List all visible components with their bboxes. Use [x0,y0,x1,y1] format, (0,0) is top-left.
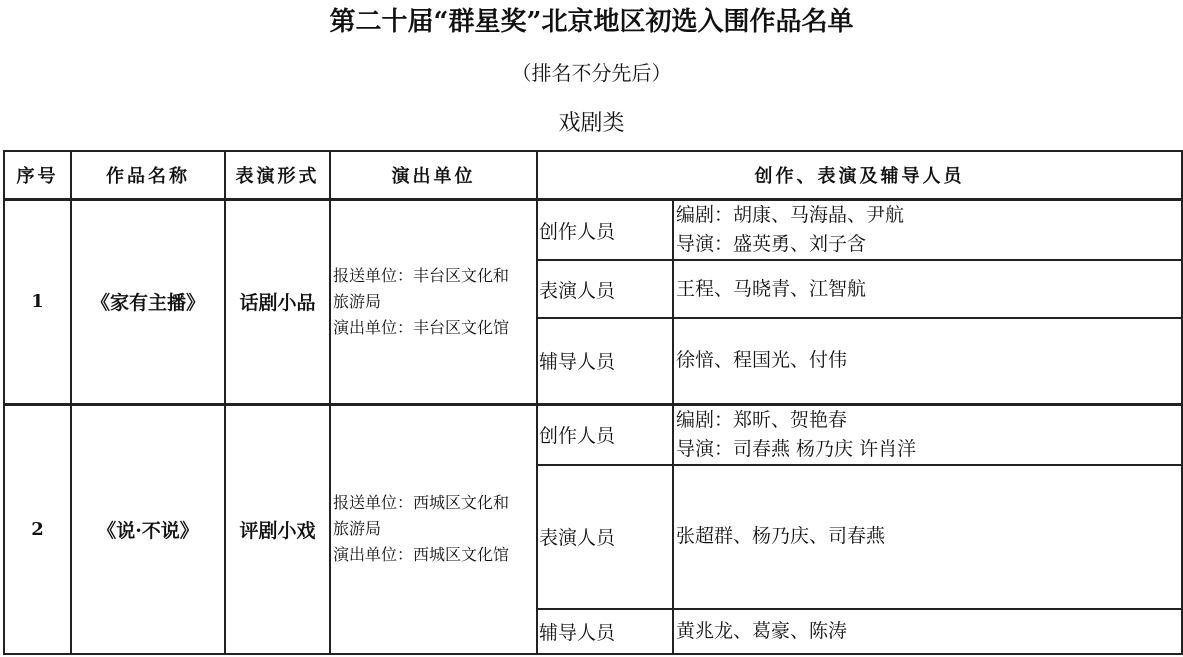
tutor-staff: 黄兆龙、葛豪、陈涛 [673,609,1182,654]
role-label-performers: 表演人员 [537,465,673,609]
tutor-staff: 徐愔、程国光、付伟 [673,318,1182,404]
table-row [4,404,1182,465]
unit-line: 报送单位：丰台区文化和 [333,265,510,285]
unit-line: 演出单位：西城区文化馆 [333,545,510,564]
header-unit: 演出单位 [330,151,537,200]
entry-title: 《家有主播》 [71,200,225,405]
entry-form: 评剧小戏 [225,404,330,654]
role-label-tutors: 辅导人员 [537,609,673,654]
header-index: 序号 [4,151,71,200]
role-label-creation: 创作人员 [537,404,673,465]
creation-staff [673,200,1182,261]
category-heading: 戏剧类 [558,111,625,136]
header-form: 表演形式 [225,151,330,200]
entry-title: 《说·不说》 [71,404,225,654]
unit-line: 演出单位：丰台区文化馆 [333,317,510,337]
performer-staff: 张超群、杨乃庆、司春燕 [673,465,1182,609]
staff-line: 编剧：郑昕、贺艳春 [676,408,848,431]
header-title: 作品名称 [71,151,225,200]
document-title: 第二十届“群星奖”北京地区初选入围作品名单 [329,7,854,37]
document-subtitle: （排名不分先后） [511,61,672,85]
table-row [4,200,1182,261]
staff-line: 编剧：胡康、马海晶、尹航 [676,204,905,226]
entry-unit [330,404,537,654]
unit-line: 旅游局 [333,291,382,311]
header-staff: 创作、表演及辅导人员 [537,151,1182,200]
entry-form: 话剧小品 [225,200,330,405]
staff-line: 导演：盛英勇、刘子含 [676,233,867,255]
role-label-performers: 表演人员 [537,260,673,318]
staff-line: 导演：司春燕 杨乃庆 许肖洋 [676,437,917,460]
role-label-creation: 创作人员 [537,200,673,261]
unit-line: 报送单位：西城区文化和 [333,493,510,512]
entry-index: 2 [4,404,71,654]
creation-staff [673,404,1182,465]
nominee-table [3,150,1183,655]
table-header-row [4,151,1182,200]
entry-unit [330,200,537,405]
role-label-tutors: 辅导人员 [537,318,673,404]
unit-line: 旅游局 [333,519,382,538]
entry-index: 1 [4,200,71,405]
performer-staff: 王程、马晓青、江智航 [673,260,1182,318]
